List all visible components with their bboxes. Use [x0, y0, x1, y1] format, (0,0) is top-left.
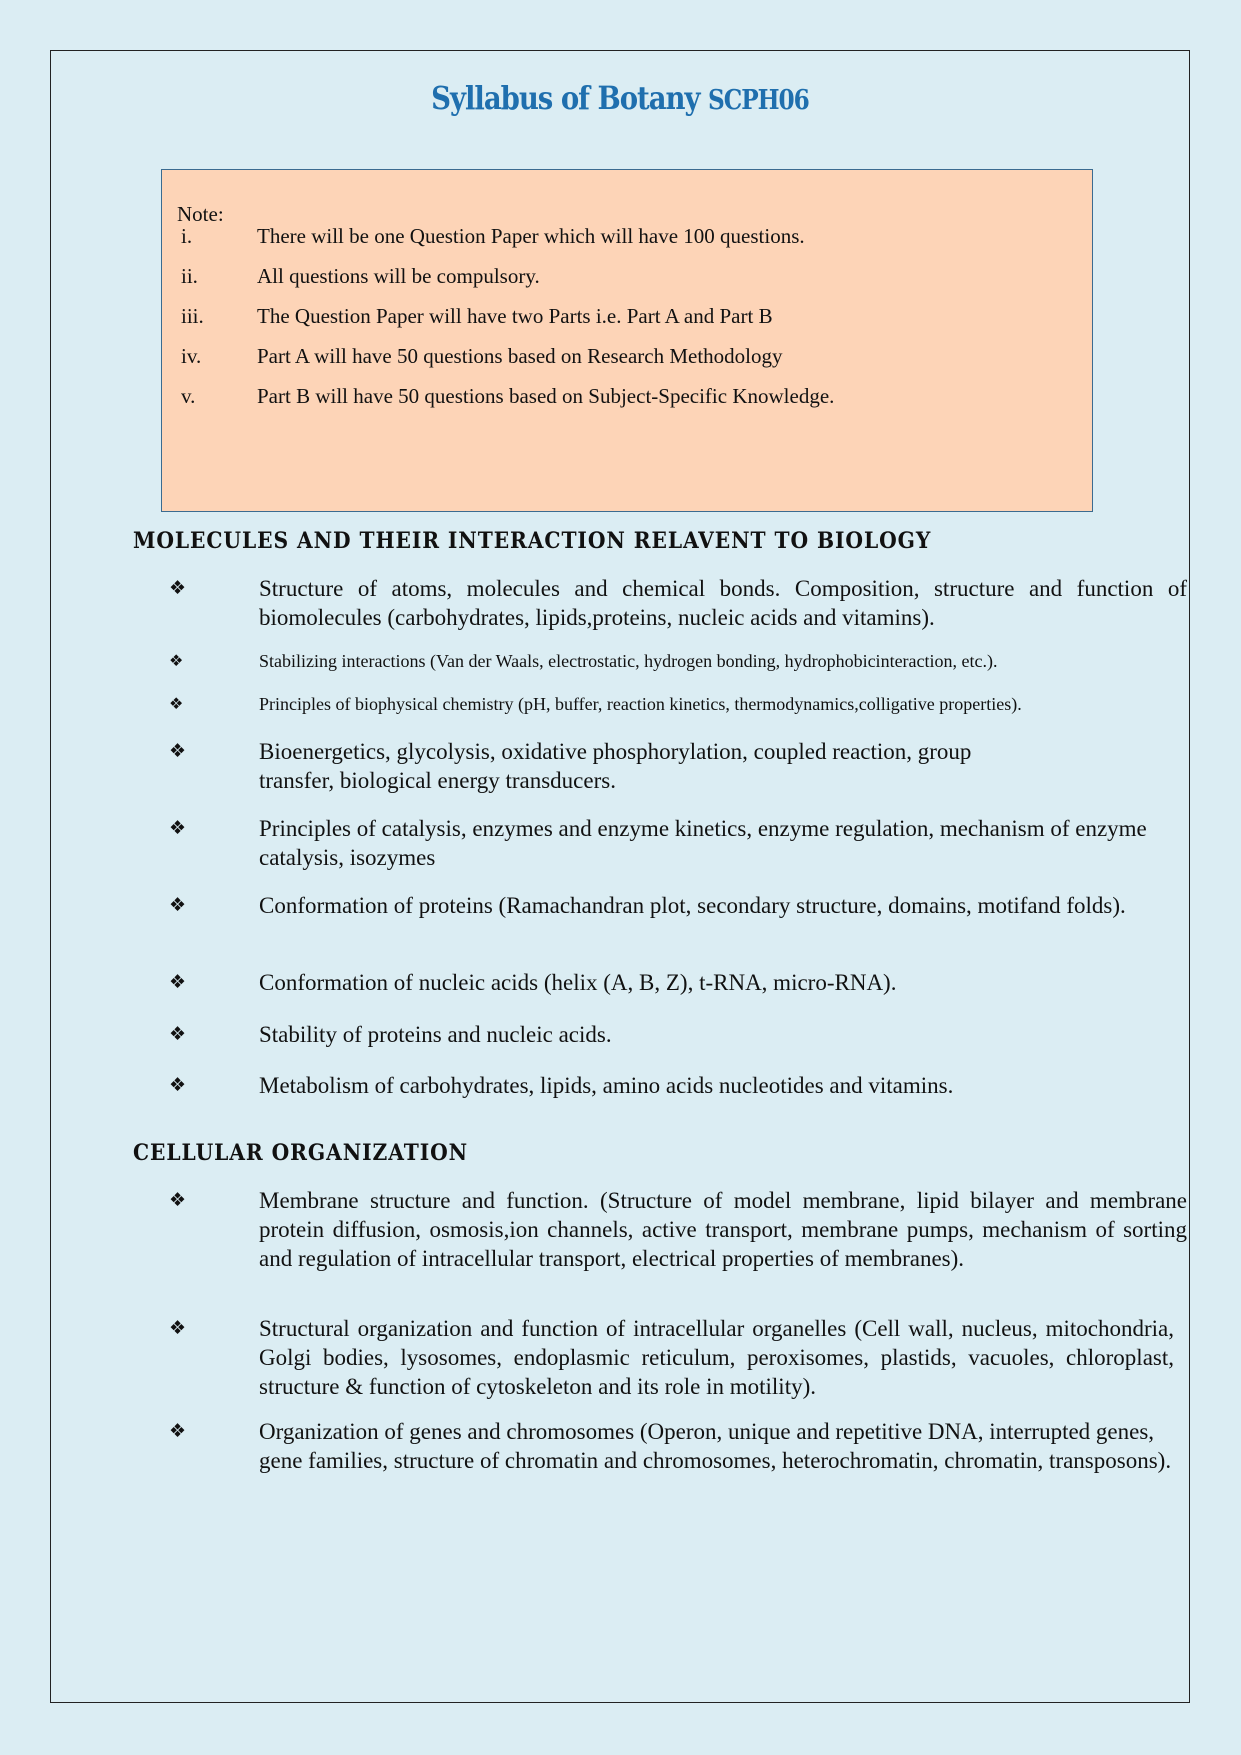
note-text: There will be one Question Paper which will have 100 questions.	[257, 224, 805, 248]
course-code: SCPH06	[708, 85, 809, 116]
note-text: Part B will have 50 questions based on Subject-Specific Knowledge.	[257, 384, 835, 408]
diamond-bullet-icon: ❖	[169, 1074, 187, 1096]
list-item-text: Principles of catalysis, enzymes and enzyme kinetics, enzyme regulation, mechanism of enzyme catalysis, isozymes	[259, 816, 1147, 870]
note-number: v.	[181, 384, 196, 408]
note-item	[162, 344, 1092, 374]
list-item-text: Structure of atoms, molecules and chemical bonds. Composition, structure and function of biomolecules (carbohydrates, lipids,proteins, nucleic acids and vitamins).	[259, 576, 1187, 630]
diamond-bullet-icon: ❖	[169, 651, 184, 670]
diamond-bullet-icon: ❖	[169, 894, 187, 916]
diamond-bullet-icon: ❖	[169, 971, 187, 993]
note-label: Note:	[177, 202, 224, 226]
list-item-text: Stabilizing interactions (Van der Waals, electrostatic, hydrogen bonding, hydrophobicinteraction, etc.).	[259, 651, 998, 671]
diamond-bullet-icon: ❖	[169, 1189, 187, 1211]
list-item-text: Principles of biophysical chemistry (pH, buffer, reaction kinetics, thermodynamics,colligative properties).	[259, 694, 1022, 714]
page-title	[131, 79, 1110, 117]
note-text: The Question Paper will have two Parts i.e. Part A and Part B	[257, 304, 773, 328]
note-item	[162, 264, 1092, 294]
diamond-bullet-icon: ❖	[169, 817, 187, 839]
diamond-bullet-icon: ❖	[169, 694, 184, 713]
note-number: iv.	[181, 344, 202, 368]
note-text: All questions will be compulsory.	[257, 264, 540, 288]
note-item	[162, 304, 1092, 334]
diamond-bullet-icon: ❖	[169, 1317, 187, 1339]
diamond-bullet-icon: ❖	[169, 1023, 187, 1045]
note-box	[161, 169, 1093, 512]
list-item-text: Membrane structure and function. (Structure of model membrane, lipid bilayer and membrane protein diffusion, osmosis,ion channels, active transport, membrane pumps, mechanism of sorting and regulation of intracellular transport, electrical properties of membranes).	[259, 1188, 1187, 1271]
list-item-text: Bioenergetics, glycolysis, oxidative phosphorylation, coupled reaction, group transfer, biological energy transducers.	[259, 739, 972, 793]
diamond-bullet-icon: ❖	[169, 740, 187, 762]
note-number: i.	[181, 224, 193, 248]
list-item-text: Stability of proteins and nucleic acids.	[259, 1022, 612, 1047]
list-item-text: Conformation of nucleic acids (helix (A, B, Z), t-RNA, micro-RNA).	[259, 970, 897, 995]
section-heading: MOLECULES AND THEIR INTERACTION RELAVENT TO BIOLOGY	[133, 528, 932, 554]
list-item-text: Organization of genes and chromosomes (Operon, unique and repetitive DNA, interrupted genes, gene families, structure of chromatin and chromosomes, heterochromatin, chromatin, transposons).	[259, 1419, 1172, 1473]
list-item-text: Structural organization and function of intracellular organelles (Cell wall, nucleus, mitochondria, Golgi bodies, lysosomes, endoplasmic reticulum, peroxisomes, plastids, vacuoles, chloroplast, structure & function of cytoskeleton and its role in motility).	[259, 1316, 1174, 1399]
note-text: Part A will have 50 questions based on Research Methodology	[257, 344, 783, 368]
diamond-bullet-icon: ❖	[169, 577, 187, 599]
diamond-bullet-icon: ❖	[169, 1420, 187, 1442]
list-item-text: Metabolism of carbohydrates, lipids, amino acids nucleotides and vitamins.	[259, 1073, 954, 1098]
page-frame	[50, 50, 1190, 1703]
list-item-text: Conformation of proteins (Ramachandran plot, secondary structure, domains, motifand folds).	[259, 893, 1126, 918]
note-number: ii.	[181, 264, 198, 288]
section-heading: CELLULAR ORGANIZATION	[133, 1140, 469, 1166]
note-number: iii.	[181, 304, 204, 328]
title-main: Syllabus of Botany	[431, 79, 700, 117]
note-item	[162, 384, 1092, 414]
note-item	[162, 224, 1092, 254]
